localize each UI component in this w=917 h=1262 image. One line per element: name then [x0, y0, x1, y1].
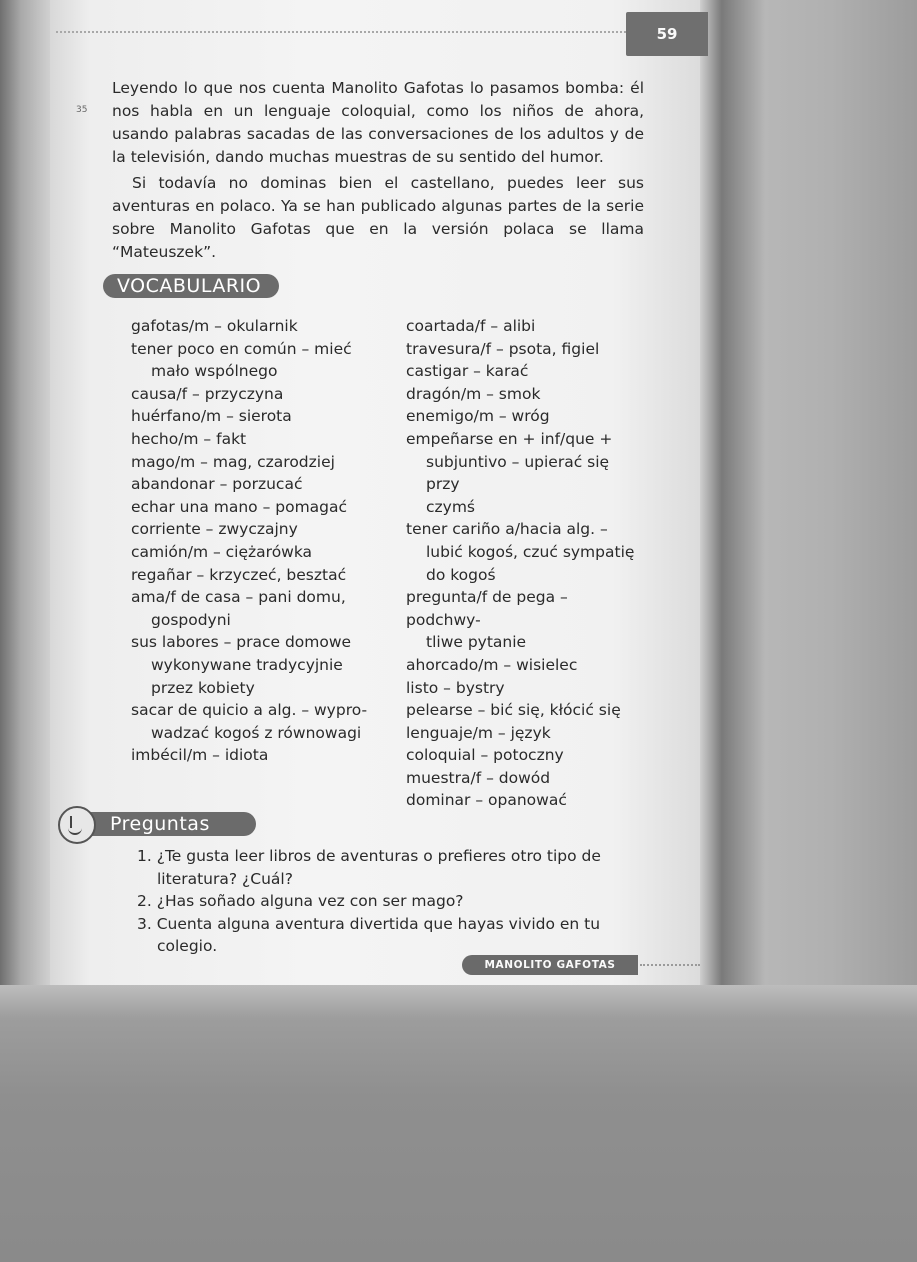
vocab-item: pregunta/f de pega – podchwy- tliwe pytanie	[406, 588, 568, 652]
footer-title: MANOLITO GAFOTAS	[462, 955, 638, 975]
vocab-item: causa/f – przyczyna	[131, 384, 284, 403]
vocab-item: dragón/m – smok	[406, 384, 541, 403]
vocab-item: muestra/f – dowód	[406, 768, 551, 787]
vocab-list-right	[406, 315, 646, 812]
vocab-item: echar una mano – pomagać	[131, 497, 348, 516]
preguntas-heading: Preguntas	[76, 812, 256, 836]
questions-list	[137, 845, 647, 958]
page-number: 59	[626, 12, 708, 56]
vocabulario-heading: VOCABULARIO	[103, 274, 279, 298]
vocab-item: sus labores – prace domowe wykonywane tradycyjnie przez kobiety	[131, 633, 352, 697]
scan-bottom-area	[0, 985, 917, 1262]
vocab-item: tener cariño a/hacia alg. – lubić kogoś, czuć sympatię do kogoś	[406, 520, 635, 584]
vocab-item: coloquial – potoczny	[406, 746, 564, 765]
vocab-item: mago/m – mag, czarodziej	[131, 452, 335, 471]
page-fold-shadow	[700, 0, 917, 985]
question-item: 3. Cuenta alguna aventura divertida que hayas vivido en tu colegio.	[137, 914, 601, 955]
vocab-item: listo – bystry	[406, 678, 505, 697]
vocab-item: coartada/f – alibi	[406, 317, 536, 335]
thinking-face-icon	[58, 806, 96, 844]
vocab-item: regañar – krzyczeć, besztać	[131, 565, 347, 584]
vocab-item: castigar – karać	[406, 362, 529, 381]
vocab-item: dominar – opanować	[406, 791, 567, 810]
line-marker: 35	[76, 105, 88, 115]
vocab-item: imbécil/m – idiota	[131, 746, 269, 765]
vocab-list-left	[131, 315, 401, 767]
vocab-item: ahorcado/m – wisielec	[406, 655, 578, 674]
question-item: 1. ¿Te gusta leer libros de aventuras o prefieres otro tipo de literatura? ¿Cuál?	[137, 847, 601, 888]
vocab-item: travesura/f – psota, figiel	[406, 339, 600, 358]
footer-dotted-rule	[640, 964, 700, 966]
header-dotted-rule	[56, 31, 626, 33]
vocab-item: empeñarse en + inf/que + subjuntivo – upierać się przy czymś	[406, 429, 613, 516]
vocab-item: enemigo/m – wróg	[406, 407, 550, 426]
vocab-item: gafotas/m – okularnik	[131, 317, 298, 335]
vocab-item: camión/m – ciężarówka	[131, 542, 313, 561]
vocab-item: hecho/m – fakt	[131, 429, 247, 448]
vocab-item: pelearse – bić się, kłócić się	[406, 701, 621, 720]
vocab-item: abandonar – porzucać	[131, 475, 303, 494]
intro-paragraph-2: Si todavía no dominas bien el castellano, puedes leer sus aventuras en polaco. Ya se han publicado algunas partes de la serie sobre Manolito Gafotas que en la versión polaca se llama “Mateuszek”.	[112, 174, 644, 261]
intro-paragraph-1: Leyendo lo que nos cuenta Manolito Gafotas lo pasamos bomba: él nos habla en un lenguaje coloquial, como los niños de ahora, usando palabras sacadas de las conversaciones de los adultos y de la televisión, dando muchas muestras de su sentido del humor.	[112, 79, 644, 166]
vocab-item: tener poco en común – mieć mało wspólnego	[131, 339, 352, 381]
vocab-item: lenguaje/m – język	[406, 723, 551, 742]
vocab-item: ama/f de casa – pani domu, gospodyni	[131, 588, 346, 629]
question-item: 2. ¿Has soñado alguna vez con ser mago?	[137, 892, 464, 910]
vocab-item: sacar de quicio a alg. – wypro- wadzać kogoś z równowagi	[131, 701, 368, 742]
vocab-item: corriente – zwyczajny	[131, 520, 298, 539]
vocab-item: huérfano/m – sierota	[131, 407, 292, 426]
